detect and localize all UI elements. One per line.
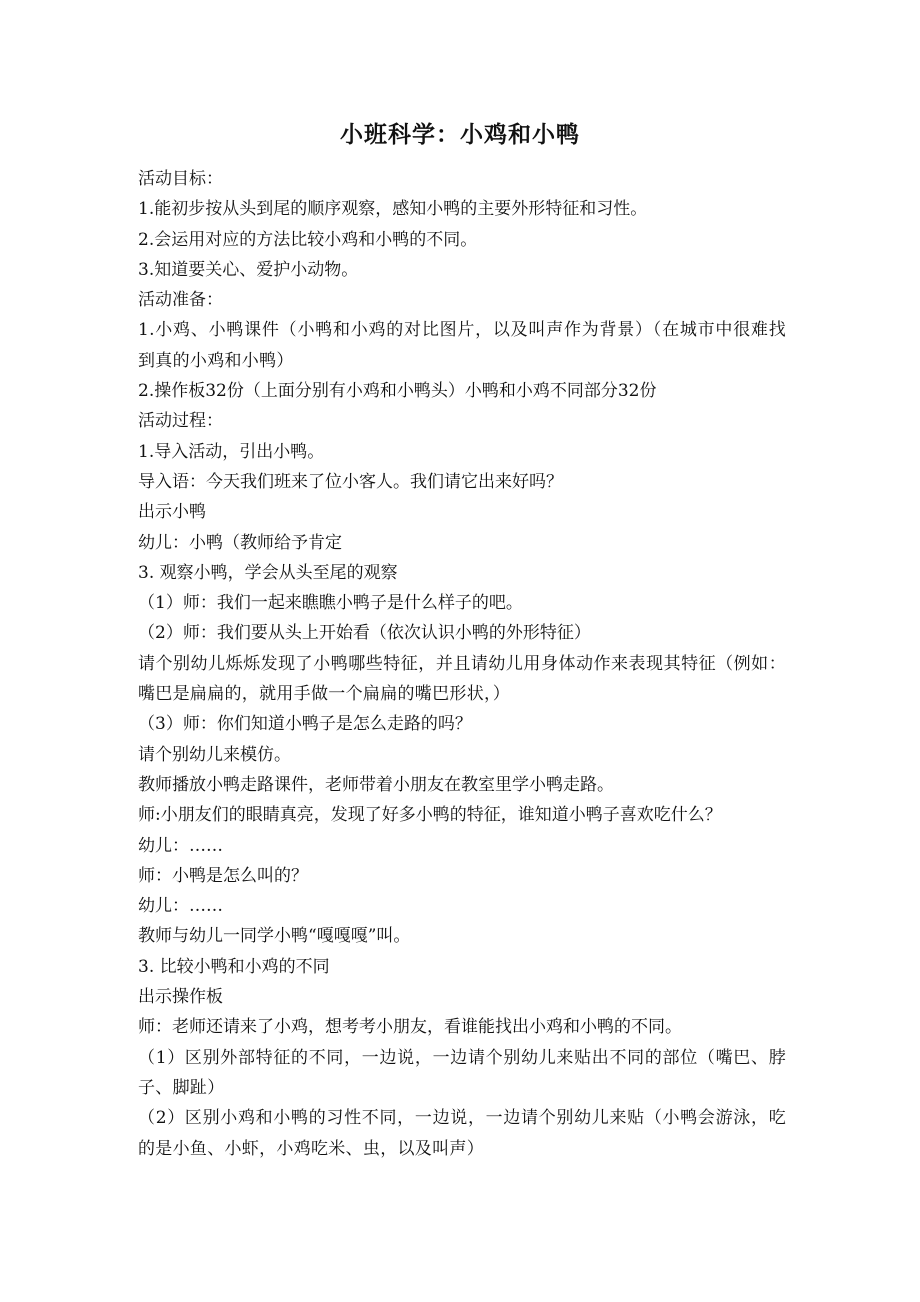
document-title: 小班科学：小鸡和小鸭 [340, 122, 580, 148]
paragraph: 导入语：今天我们班来了位小客人。我们请它出来好吗？ [138, 471, 563, 492]
paragraph: 3.知道要关心、爱护小动物。 [138, 259, 359, 280]
paragraph: 出示小鸭 [138, 502, 206, 523]
paragraph: （2）师：我们要从头上开始看（依次认识小鸭的外形特征） [138, 623, 591, 644]
paragraph: 请个别幼儿烁烁发现了小鸭哪些特征，并且请幼儿用身体动作来表现其特征（例如：嘴巴是扁扁的，就用手做一个扁扁的嘴巴形状，） [138, 653, 786, 705]
paragraph: 师：小鸭是怎么叫的？ [138, 865, 308, 886]
paragraph: 幼儿：小鸭（教师给予肯定 [138, 532, 342, 553]
document-body [138, 164, 786, 1164]
paragraph: 1.小鸡、小鸭课件（小鸭和小鸡的对比图片，以及叫声作为背景）（在城市中很难找到真的小鸡和小鸭） [138, 320, 786, 371]
paragraph: （3）师：你们知道小鸭子是怎么走路的吗？ [138, 714, 472, 735]
paragraph: 1.导入活动，引出小鸭。 [138, 441, 325, 462]
paragraph: 2.操作板32份（上面分别有小鸡和小鸭头）小鸭和小鸡不同部分32份 [138, 381, 657, 402]
watermark: zixin.com.cn [482, 600, 845, 665]
paragraph: 师:小朋友们的眼睛真亮，发现了好多小鸭的特征，谁知道小鸭子喜欢吃什么？ [138, 805, 722, 826]
section-heading-process: 活动过程： [138, 411, 223, 432]
paragraph: 教师与幼儿一同学小鸭“嘎嘎嘎”叫。 [138, 926, 411, 947]
paragraph: 3. 观察小鸭，学会从头至尾的观察 [138, 562, 398, 583]
section-heading-goals: 活动目标： [138, 169, 223, 189]
section-heading-preparation: 活动准备： [138, 290, 223, 311]
paragraph: （2）区别小鸡和小鸭的习性不同，一边说，一边请个别幼儿来贴（小鸭会游泳，吃的是小鱼、小虾，小鸡吃米、虫，以及叫声） [138, 1108, 786, 1159]
paragraph: 请个别幼儿来模仿。 [138, 744, 291, 765]
paragraph: 出示操作板 [138, 987, 223, 1008]
paragraph: 师：老师还请来了小鸡，想考考小朋友，看谁能找出小鸡和小鸭的不同。 [138, 1017, 682, 1038]
paragraph: 1.能初步按从头到尾的顺序观察，感知小鸭的主要外形特征和习性。 [138, 199, 648, 220]
paragraph: 2.会运用对应的方法比较小鸡和小鸭的不同。 [138, 229, 478, 250]
paragraph: 3. 比较小鸭和小鸡的不同 [138, 956, 330, 977]
paragraph: 教师播放小鸭走路课件，老师带着小朋友在教室里学小鸭走路。 [138, 774, 614, 795]
paragraph: 幼儿：…… [138, 835, 223, 856]
paragraph: 幼儿：…… [138, 896, 223, 917]
paragraph: （1）区别外部特征的不同，一边说，一边请个别幼儿来贴出不同的部位（嘴巴、脖子、脚趾） [138, 1047, 786, 1098]
paragraph: （1）师：我们一起来瞧瞧小鸭子是什么样子的吧。 [138, 593, 523, 614]
